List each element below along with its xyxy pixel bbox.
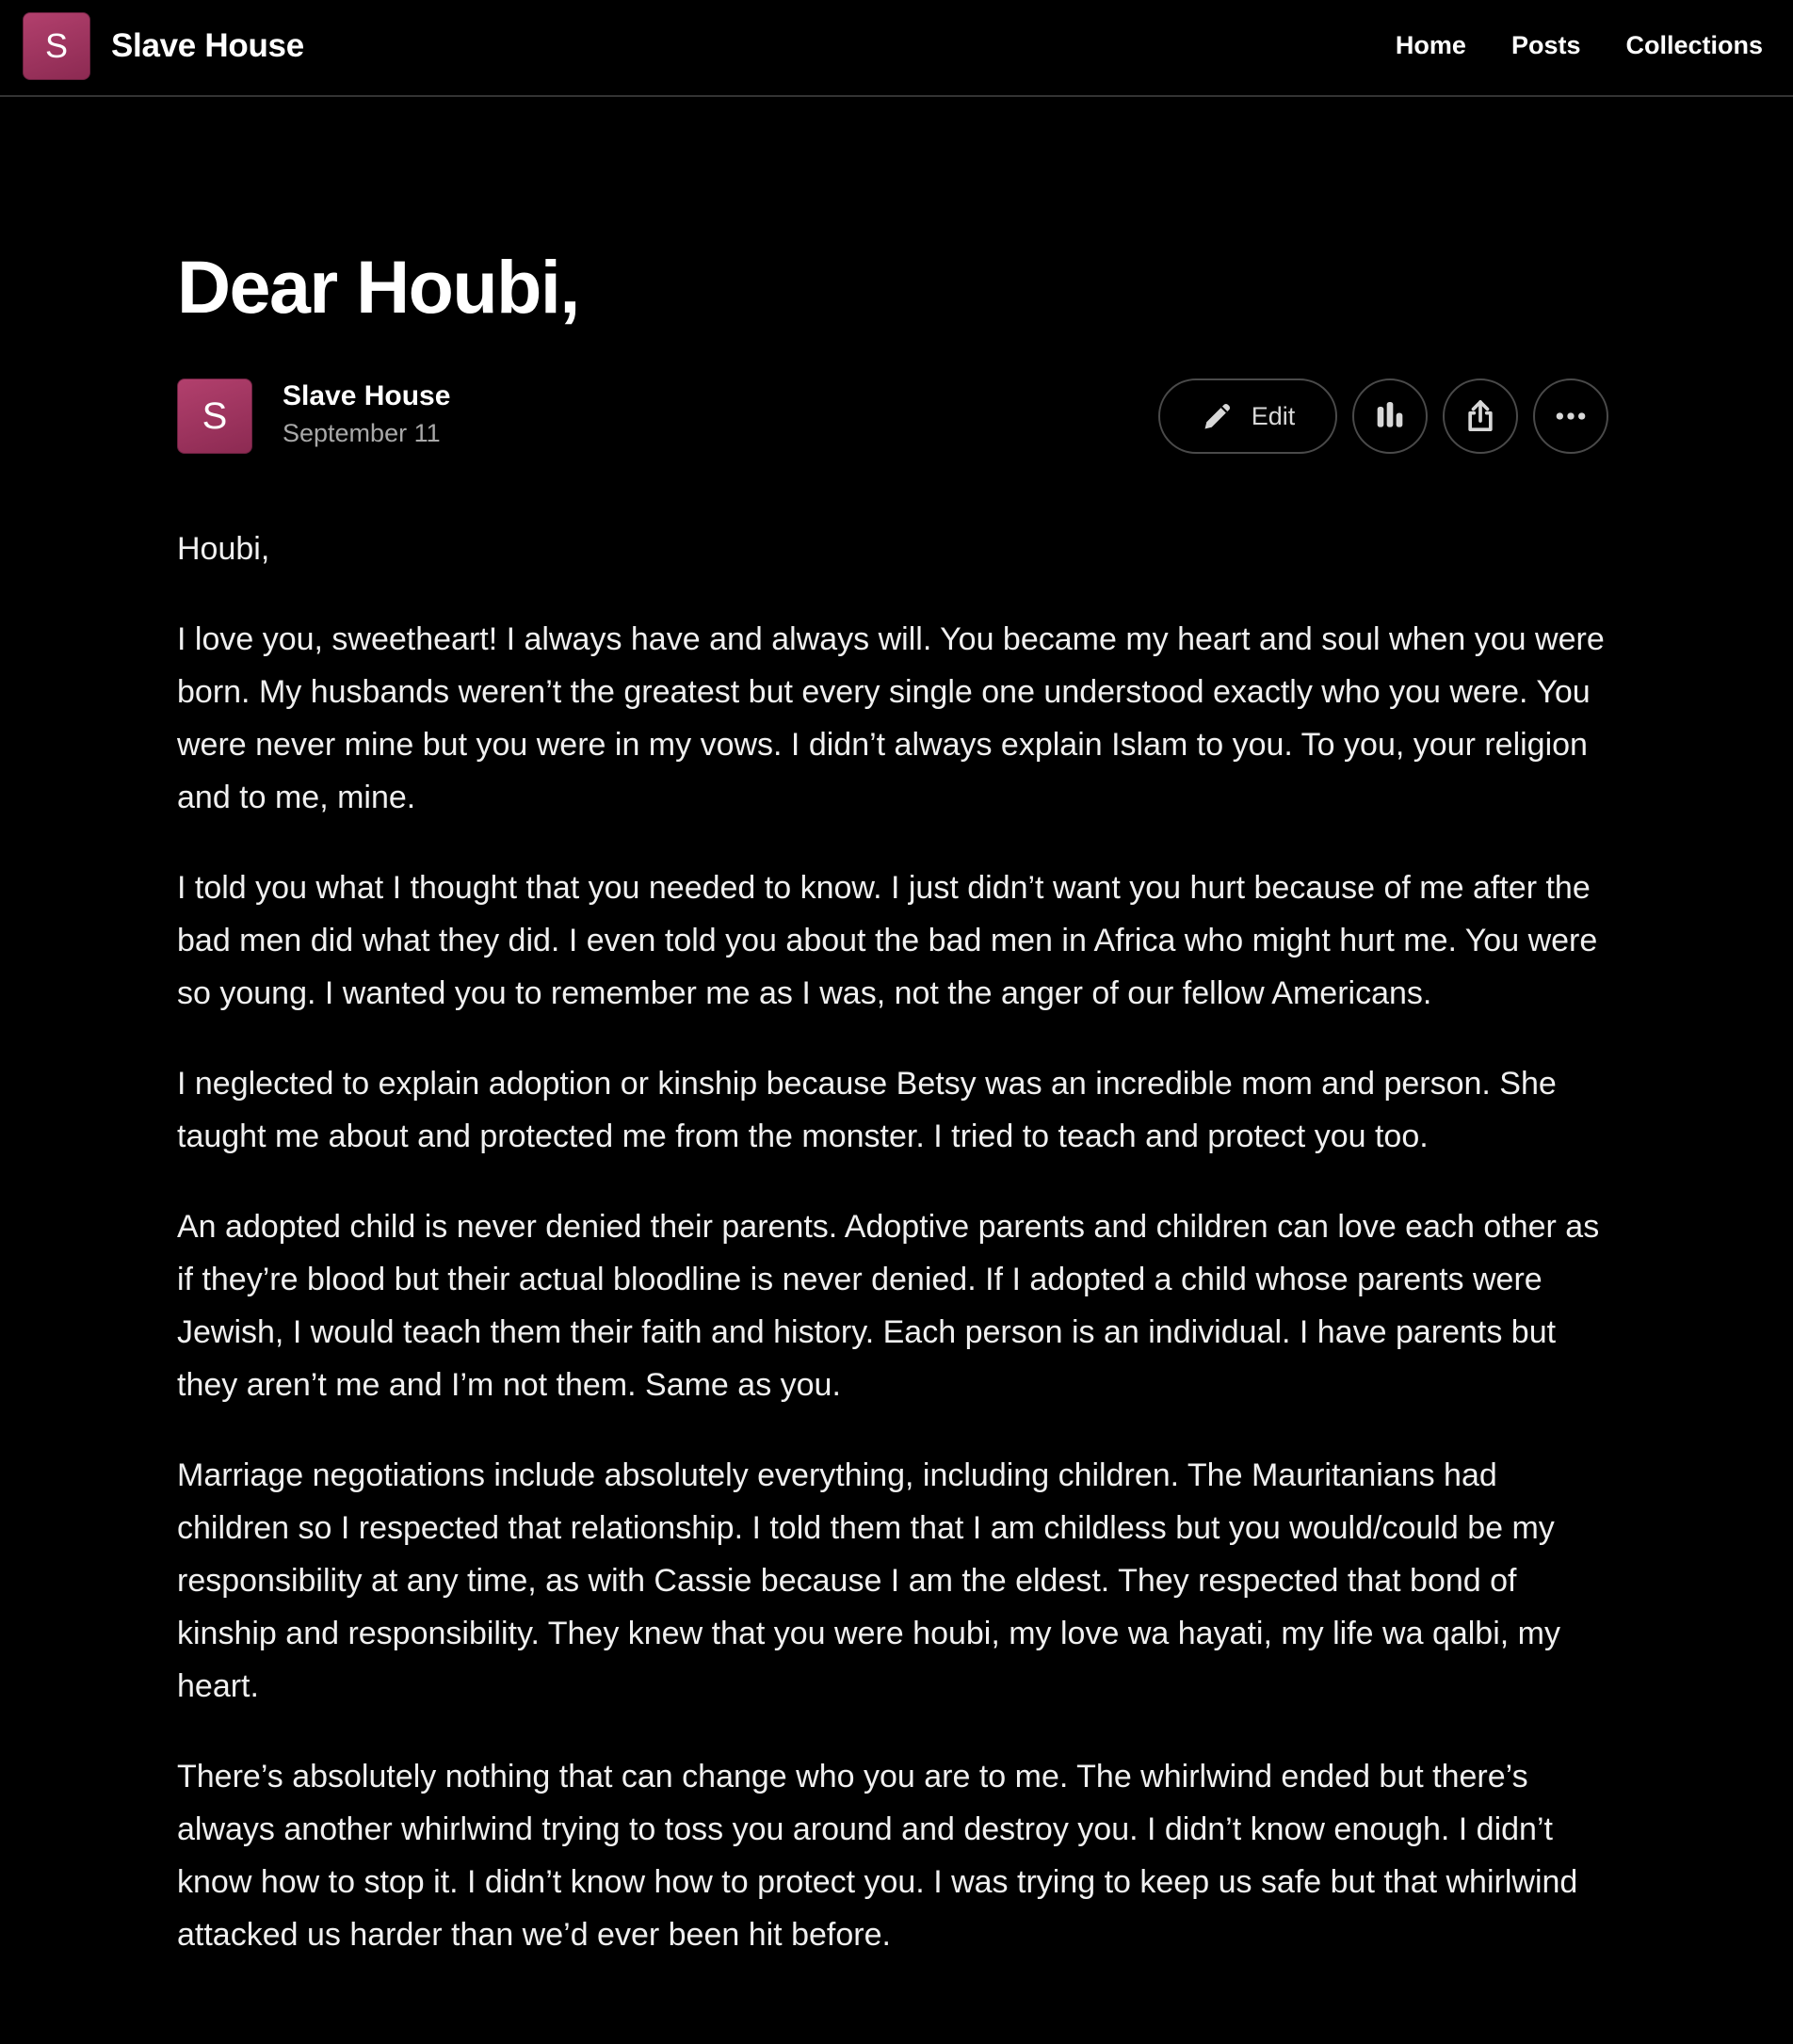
post-paragraph: An adopted child is never denied their parents. Adoptive parents and children can love each other as if they’re blood but their actual bloodline is never denied. If I adopted a child whose parents were Jewish, I would teach them their faith and history. Each person is an individual. I have parents but they aren’t me and I’m not them. Same as you.: [177, 1209, 1600, 1403]
main-nav: [1350, 0, 1763, 90]
site-logo-letter: S: [44, 26, 68, 65]
stats-icon: [1371, 397, 1409, 435]
post-paragraph: I neglected to explain adoption or kinship because Betsy was an incredible mom and person. She taught me about and protected me from the monster. I tried to teach and protect you too.: [177, 1066, 1557, 1154]
post-title: Dear Houbi,: [177, 245, 579, 329]
more-icon: [1552, 397, 1590, 435]
post-paragraph: Marriage negotiations include absolutely everything, including children. The Mauritanians had children so I respected that relationship. I told them that I am childless but you would/could be my responsibility at any time, as with Cassie because I am the eldest. They respected that bond of kinship and responsibility. They knew that you were houbi, my love wa hayati, my life wa qalbi, my heart.: [177, 1457, 1560, 1704]
top-navigation-bar: [0, 0, 1793, 97]
edit-button[interactable]: [1158, 378, 1337, 454]
post-paragraph: I told you what I thought that you needed to know. I just didn’t want you hurt because of me after the bad men did what they did. I even told you about the bad men in Africa who might hurt me. You were so young. I wanted you to remember me as I was, not the anger of our fellow Americans.: [177, 870, 1598, 1011]
edit-button-label: Edit: [1251, 401, 1296, 430]
article: [177, 240, 1608, 1999]
post-byline: [177, 378, 1608, 454]
post-date: September 11: [283, 419, 441, 447]
post-actions: [1158, 378, 1608, 454]
site-logo: [23, 12, 90, 80]
post-paragraph: I love you, sweetheart! I always have and always will. You became my heart and soul when you were born. My husbands weren’t the greatest but every single one understood exactly who you were. You were never mine but you were in my vows. I didn’t always explain Islam to you. To you, your religion and to me, mine.: [177, 621, 1605, 815]
site-name: Slave House: [111, 27, 304, 64]
author-avatar-letter: S: [202, 394, 228, 437]
nav-home-link[interactable]: Home: [1395, 30, 1466, 59]
post-paragraph: Houbi,: [177, 531, 270, 567]
post-paragraph: There’s absolutely nothing that can change who you are to me. The whirlwind ended but there’s always another whirlwind trying to toss you around and destroy you. I didn’t know enough. I didn’t know how to stop it. I didn’t know how to protect you. I was trying to keep us safe but that whirlwind attacked us harder than we’d ever been hit before.: [177, 1759, 1578, 1953]
share-button[interactable]: [1443, 378, 1518, 454]
author-name-link[interactable]: Slave House: [283, 380, 451, 411]
pencil-icon: [1201, 399, 1235, 433]
site-brand-link[interactable]: [23, 12, 304, 80]
share-icon: [1462, 397, 1499, 435]
post-body: [177, 523, 1608, 1961]
author-avatar[interactable]: [177, 378, 252, 454]
more-options-button[interactable]: [1533, 378, 1608, 454]
stats-button[interactable]: [1352, 378, 1428, 454]
nav-collections-link[interactable]: Collections: [1625, 30, 1763, 59]
nav-posts-link[interactable]: Posts: [1510, 30, 1581, 59]
